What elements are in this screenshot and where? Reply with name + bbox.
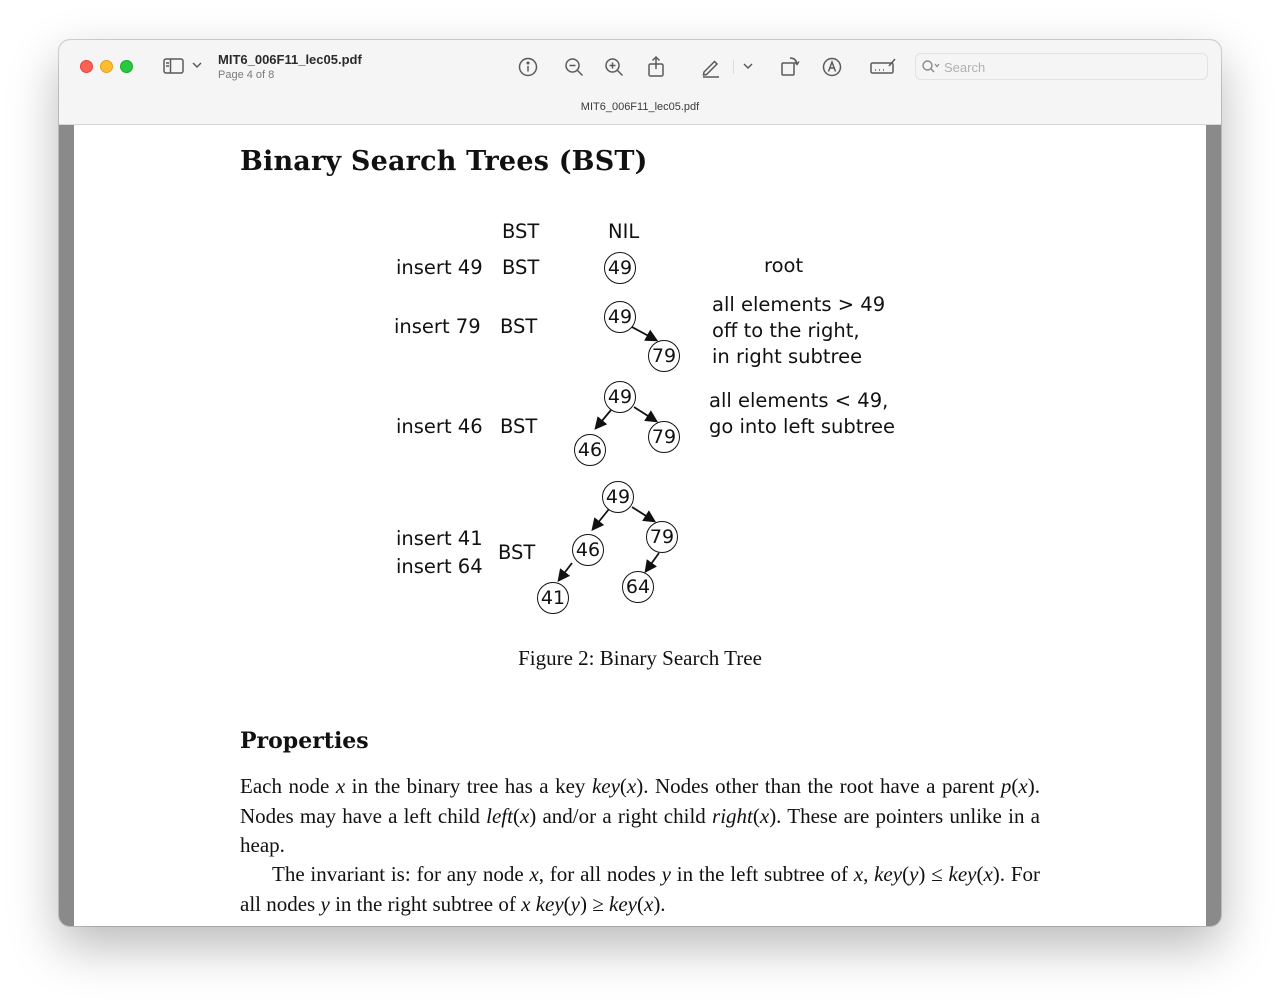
row-bst: BST <box>500 315 538 338</box>
section-title: Properties <box>240 728 369 754</box>
sidebar-icon[interactable] <box>163 57 185 75</box>
markup-pen-icon[interactable] <box>700 56 722 78</box>
tree-node: 79 <box>646 521 678 553</box>
chevron-down-icon[interactable] <box>192 61 202 69</box>
row-note-line: go into left subtree <box>709 415 895 438</box>
row-note-line: in right subtree <box>712 345 863 368</box>
row-note-line: all elements > 49 <box>712 293 886 316</box>
figure-caption: Figure 2: Binary Search Tree <box>518 646 762 670</box>
row-label: insert 79 <box>394 315 481 338</box>
tree-node: 79 <box>648 421 680 453</box>
tree-edge <box>559 563 572 580</box>
row-note-line: all elements < 49, <box>709 389 889 412</box>
row-label: insert 46 <box>396 415 483 438</box>
row-label-line: insert 41 <box>396 527 483 550</box>
rotate-icon[interactable] <box>779 55 801 77</box>
page-indicator: Page 4 of 8 <box>218 69 275 81</box>
window-tab-title: MIT6_006F11_lec05.pdf <box>580 101 700 113</box>
tree-edge <box>632 327 656 340</box>
search-icon <box>921 59 941 80</box>
form-icon[interactable] <box>869 57 897 77</box>
paragraph: Each node x in the binary tree has a key key(x). Nodes other than the root have a parent p(x). Nodes may have a left child left(x) and/or a right child right(x). These are pointers unlike in a heap. <box>240 774 1040 857</box>
tree-node: 49 <box>604 252 636 284</box>
search-field[interactable] <box>915 53 1208 80</box>
row-note: root <box>764 254 804 277</box>
zoom-out-icon[interactable] <box>563 56 585 78</box>
row-bst: BST <box>502 256 540 279</box>
annotate-icon[interactable] <box>821 56 843 78</box>
tree-edge <box>593 509 609 529</box>
tree-node: 46 <box>572 534 604 566</box>
tree-node: 46 <box>574 434 606 466</box>
close-button[interactable] <box>80 60 93 73</box>
preview-window <box>59 40 1221 926</box>
pdf-page <box>74 125 1206 926</box>
tree-edge <box>632 507 654 521</box>
chevron-down-icon[interactable] <box>743 62 753 70</box>
title-bar <box>59 40 1221 125</box>
row-note-line: off to the right, <box>712 319 860 342</box>
tree-edge <box>634 407 656 421</box>
zoom-button[interactable] <box>120 60 133 73</box>
row-label-line: insert 64 <box>396 555 483 578</box>
search-placeholder: Search <box>944 60 986 75</box>
tree-edge <box>596 410 611 428</box>
share-icon[interactable] <box>646 55 666 79</box>
row-bst: BST <box>498 541 536 564</box>
paragraph: The invariant is: for any node x, for all nodes y in the left subtree of x, key(y) ≤ key(x). For all nodes y in the right subtree of x key(y) ≥ key(x). <box>240 862 1040 916</box>
tree-node: 64 <box>622 571 654 603</box>
row-bst: BST <box>500 415 538 438</box>
tree-node: 79 <box>648 340 680 372</box>
row-label: insert 49 <box>396 256 483 279</box>
tree-node: 41 <box>537 582 569 614</box>
info-icon[interactable] <box>517 56 539 78</box>
column-header-bst: BST <box>502 220 540 243</box>
tree-edge <box>646 553 659 571</box>
minimize-button[interactable] <box>100 60 113 73</box>
tree-node: 49 <box>602 481 634 513</box>
tree-node: 49 <box>604 381 636 413</box>
zoom-in-icon[interactable] <box>603 56 625 78</box>
tree-node: 49 <box>604 301 636 333</box>
column-header-nil: NIL <box>608 220 640 243</box>
toolbar-separator <box>733 60 734 74</box>
page-heading: Binary Search Trees (BST) <box>240 146 648 177</box>
document-title: MIT6_006F11_lec05.pdf <box>218 52 362 67</box>
